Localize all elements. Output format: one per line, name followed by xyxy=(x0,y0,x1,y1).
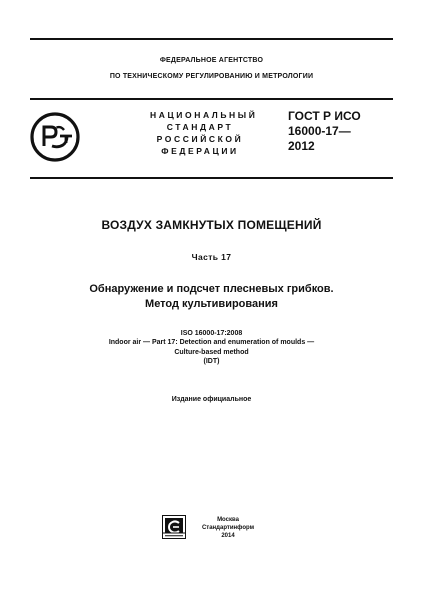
subtitle-line-1: Обнаружение и подсчет плесневых грибков. xyxy=(89,283,334,295)
standard-type-line-3: РОССИЙСКОЙ xyxy=(156,134,244,144)
english-title-line-2: Culture-based method xyxy=(174,349,249,356)
publisher-imprint xyxy=(198,516,258,540)
publisher-city: Москва xyxy=(217,517,239,523)
agency-subtitle: ПО ТЕХНИЧЕСКОМУ РЕГУЛИРОВАНИЮ И МЕТРОЛОГИИ xyxy=(109,73,314,80)
agency-name: ФЕДЕРАЛЬНОЕ АГЕНТСТВО xyxy=(159,57,264,64)
part-number: Часть 17 xyxy=(191,252,232,262)
official-edition-label: Издание официальное xyxy=(171,396,252,403)
designation-line-1: ГОСТ Р ИСО xyxy=(288,109,361,123)
designation-line-2: 16000-17— xyxy=(288,124,351,138)
standard-designation xyxy=(288,109,398,154)
english-title-line-1: Indoor air — Part 17: Detection and enumeration of moulds — xyxy=(108,339,315,346)
designation-line-3: 2012 xyxy=(288,139,315,153)
document-title: ВОЗДУХ ЗАМКНУТЫХ ПОМЕЩЕНИЙ xyxy=(101,218,322,232)
subtitle-line-2: Метод культивирования xyxy=(145,298,278,310)
standartinform-logo-icon xyxy=(162,515,186,539)
top-rule xyxy=(30,38,393,40)
title-rule xyxy=(30,177,393,179)
national-standard-label xyxy=(150,109,258,157)
equivalence-mark: (IDT) xyxy=(203,358,220,365)
header-rule xyxy=(30,98,393,100)
publication-year: 2014 xyxy=(221,533,235,539)
iso-number: ISO 16000-17:2008 xyxy=(180,330,243,337)
publisher-name: Стандартинформ xyxy=(201,525,255,531)
rst-certification-mark-icon xyxy=(30,112,80,162)
standard-type-line-2: СТАНДАРТ xyxy=(166,122,234,132)
standard-type-line-1: НАЦИОНАЛЬНЫЙ xyxy=(150,110,258,120)
standard-type-line-4: ФЕДЕРАЦИИ xyxy=(161,146,239,156)
